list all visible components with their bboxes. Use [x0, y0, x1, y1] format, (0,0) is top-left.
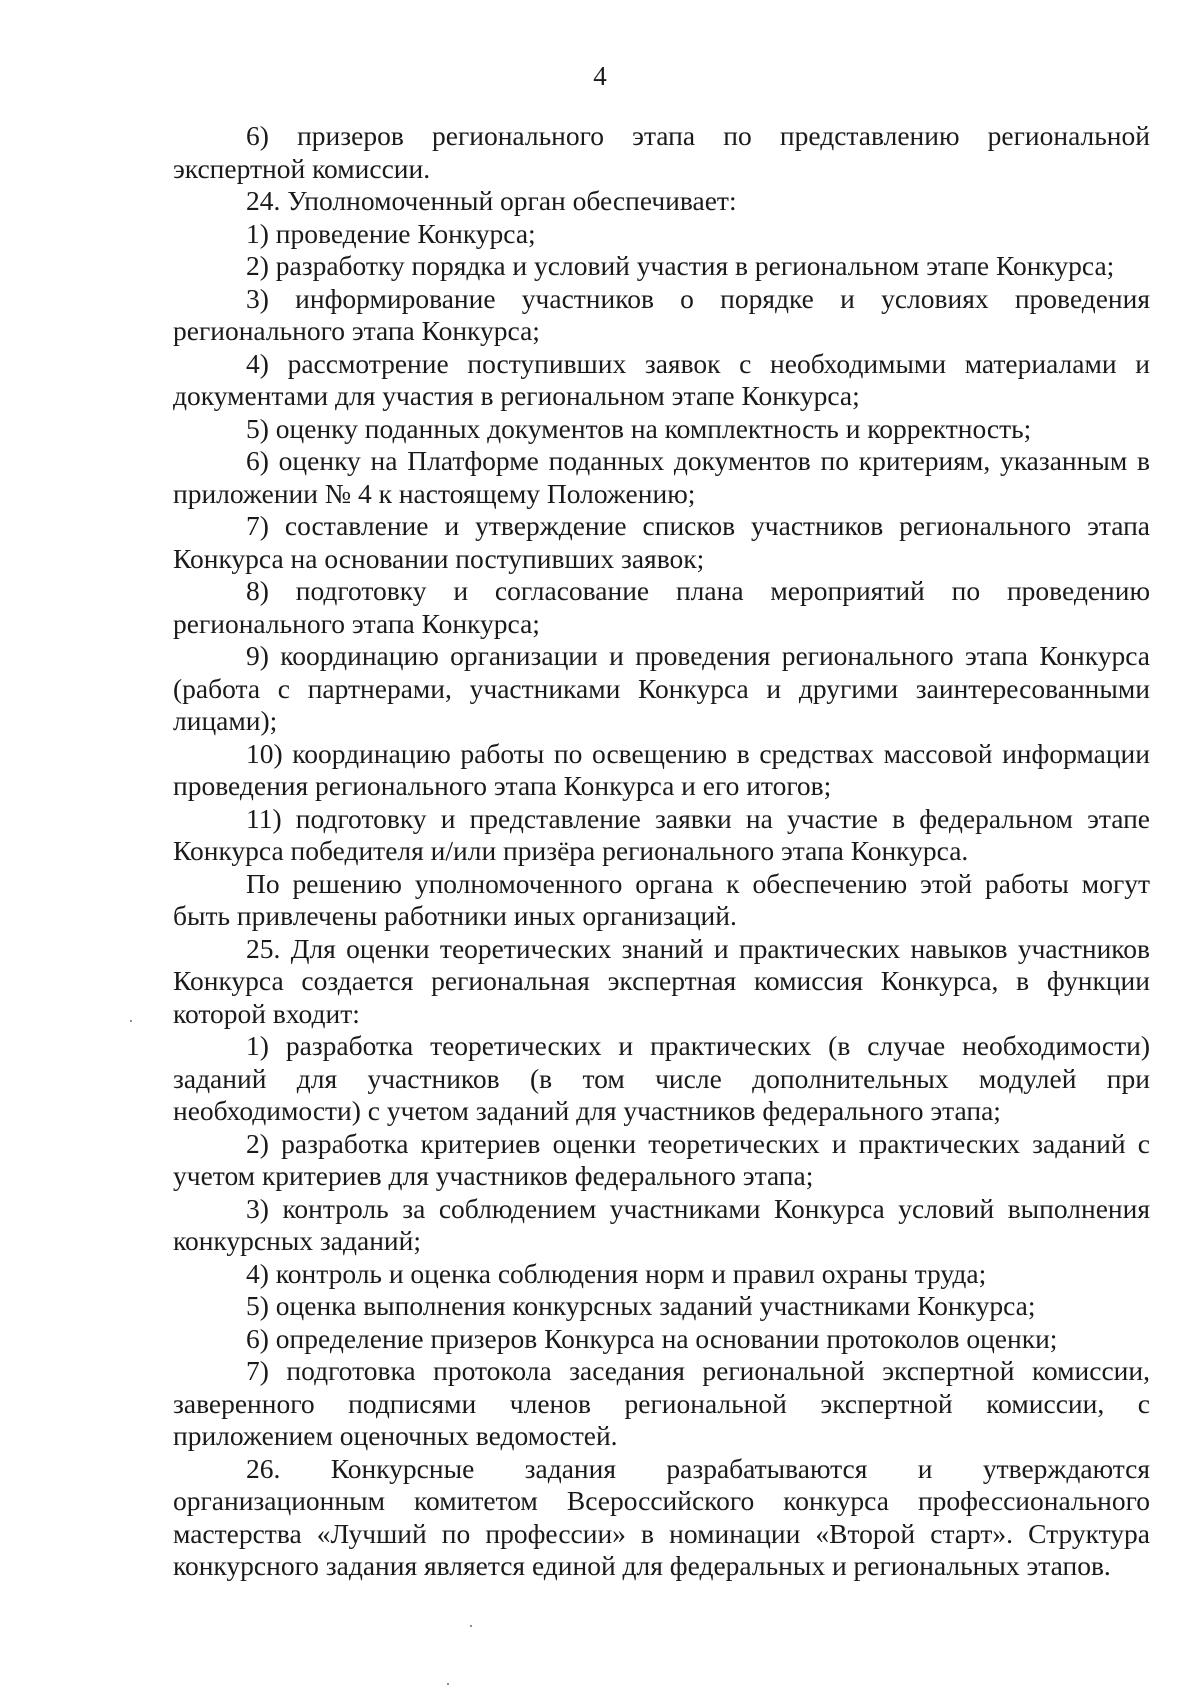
scan-speck — [130, 1020, 132, 1022]
scan-speck — [447, 1683, 449, 1685]
paragraph: 4) контроль и оценка соблюдения норм и правил охраны труда; — [246, 1257, 987, 1289]
paragraph: 6) призеров регионального этапа по представлению региональной экспертной комиссии. — [173, 120, 1150, 184]
scan-speck — [470, 1625, 472, 1627]
paragraph: 5) оценку поданных документов на комплектность и корректность; — [246, 412, 1032, 444]
paragraph: 6) определение призеров Конкурса на основании протоколов оценки; — [246, 1322, 1058, 1354]
paragraph: 6) оценку на Платформе поданных документов по критериям, указанным в приложении № 4 к настоящему Положению; — [173, 445, 1150, 509]
paragraph: 3) информирование участников о порядке и условиях проведения регионального этапа Конкурса; — [173, 282, 1150, 346]
paragraph: 7) составление и утверждение списков участников регионального этапа Конкурса на основании поступивших заявок; — [173, 510, 1150, 574]
paragraph: 9) координацию организации и проведения регионального этапа Конкурса (работа с партнерами, участниками Конкурса и другими заинтересованными лицами); — [173, 640, 1150, 736]
paragraph: 26. Конкурсные задания разрабатываются и утверждаются организационным комитетом Всероссийского конкурса профессионального мастерства «Лучший по профессии» в номинации «Второй старт». Структура конкурсного задания является единой для федеральных и региональных этапов. — [173, 1452, 1150, 1581]
paragraph: 8) подготовку и согласование плана мероприятий по проведению регионального этапа Конкурса; — [173, 575, 1150, 639]
paragraph: 11) подготовку и представление заявки на участие в федеральном этапе Конкурса победителя и/или призёра регионального этапа Конкурса. — [173, 802, 1150, 866]
paragraph: 10) координацию работы по освещению в средствах массовой информации проведения регионального этапа Конкурса и его итогов; — [173, 737, 1150, 801]
paragraph: 24. Уполномоченный орган обеспечивает: — [246, 185, 737, 216]
paragraph: 1) разработка теоретических и практических (в случае необходимости) заданий для участников (в том числе дополнительных модулей при необходимости) с учетом заданий для участников федерального этапа; — [173, 1030, 1150, 1126]
paragraph: 5) оценка выполнения конкурсных заданий участниками Конкурса; — [246, 1290, 1036, 1321]
paragraph: 25. Для оценки теоретических знаний и практических навыков участников Конкурса создается региональная экспертная комиссия Конкурса, в функции которой входит: — [173, 932, 1150, 1029]
document-body — [173, 120, 1150, 1583]
paragraph: 1) проведение Конкурса; — [246, 217, 536, 249]
paragraph: 7) подготовка протокола заседания региональной экспертной комиссии, заверенного подписями членов региональной экспертной комиссии, с приложением оценочных ведомостей. — [173, 1355, 1150, 1451]
paragraph: 4) рассмотрение поступивших заявок с необходимыми материалами и документами для участия в региональном этапе Конкурса; — [173, 347, 1150, 411]
paragraph: По решению уполномоченного органа к обеспечению этой работы могут быть привлечены работники иных организаций. — [173, 867, 1150, 931]
paragraph: 3) контроль за соблюдением участниками Конкурса условий выполнения конкурсных заданий; — [173, 1192, 1150, 1256]
page-number: 4 — [593, 61, 607, 91]
paragraph: 2) разработка критериев оценки теоретических и практических заданий с учетом критериев для участников федерального этапа; — [173, 1127, 1150, 1191]
paragraph: 2) разработку порядка и условий участия в региональном этапе Конкурса; — [246, 250, 1115, 281]
